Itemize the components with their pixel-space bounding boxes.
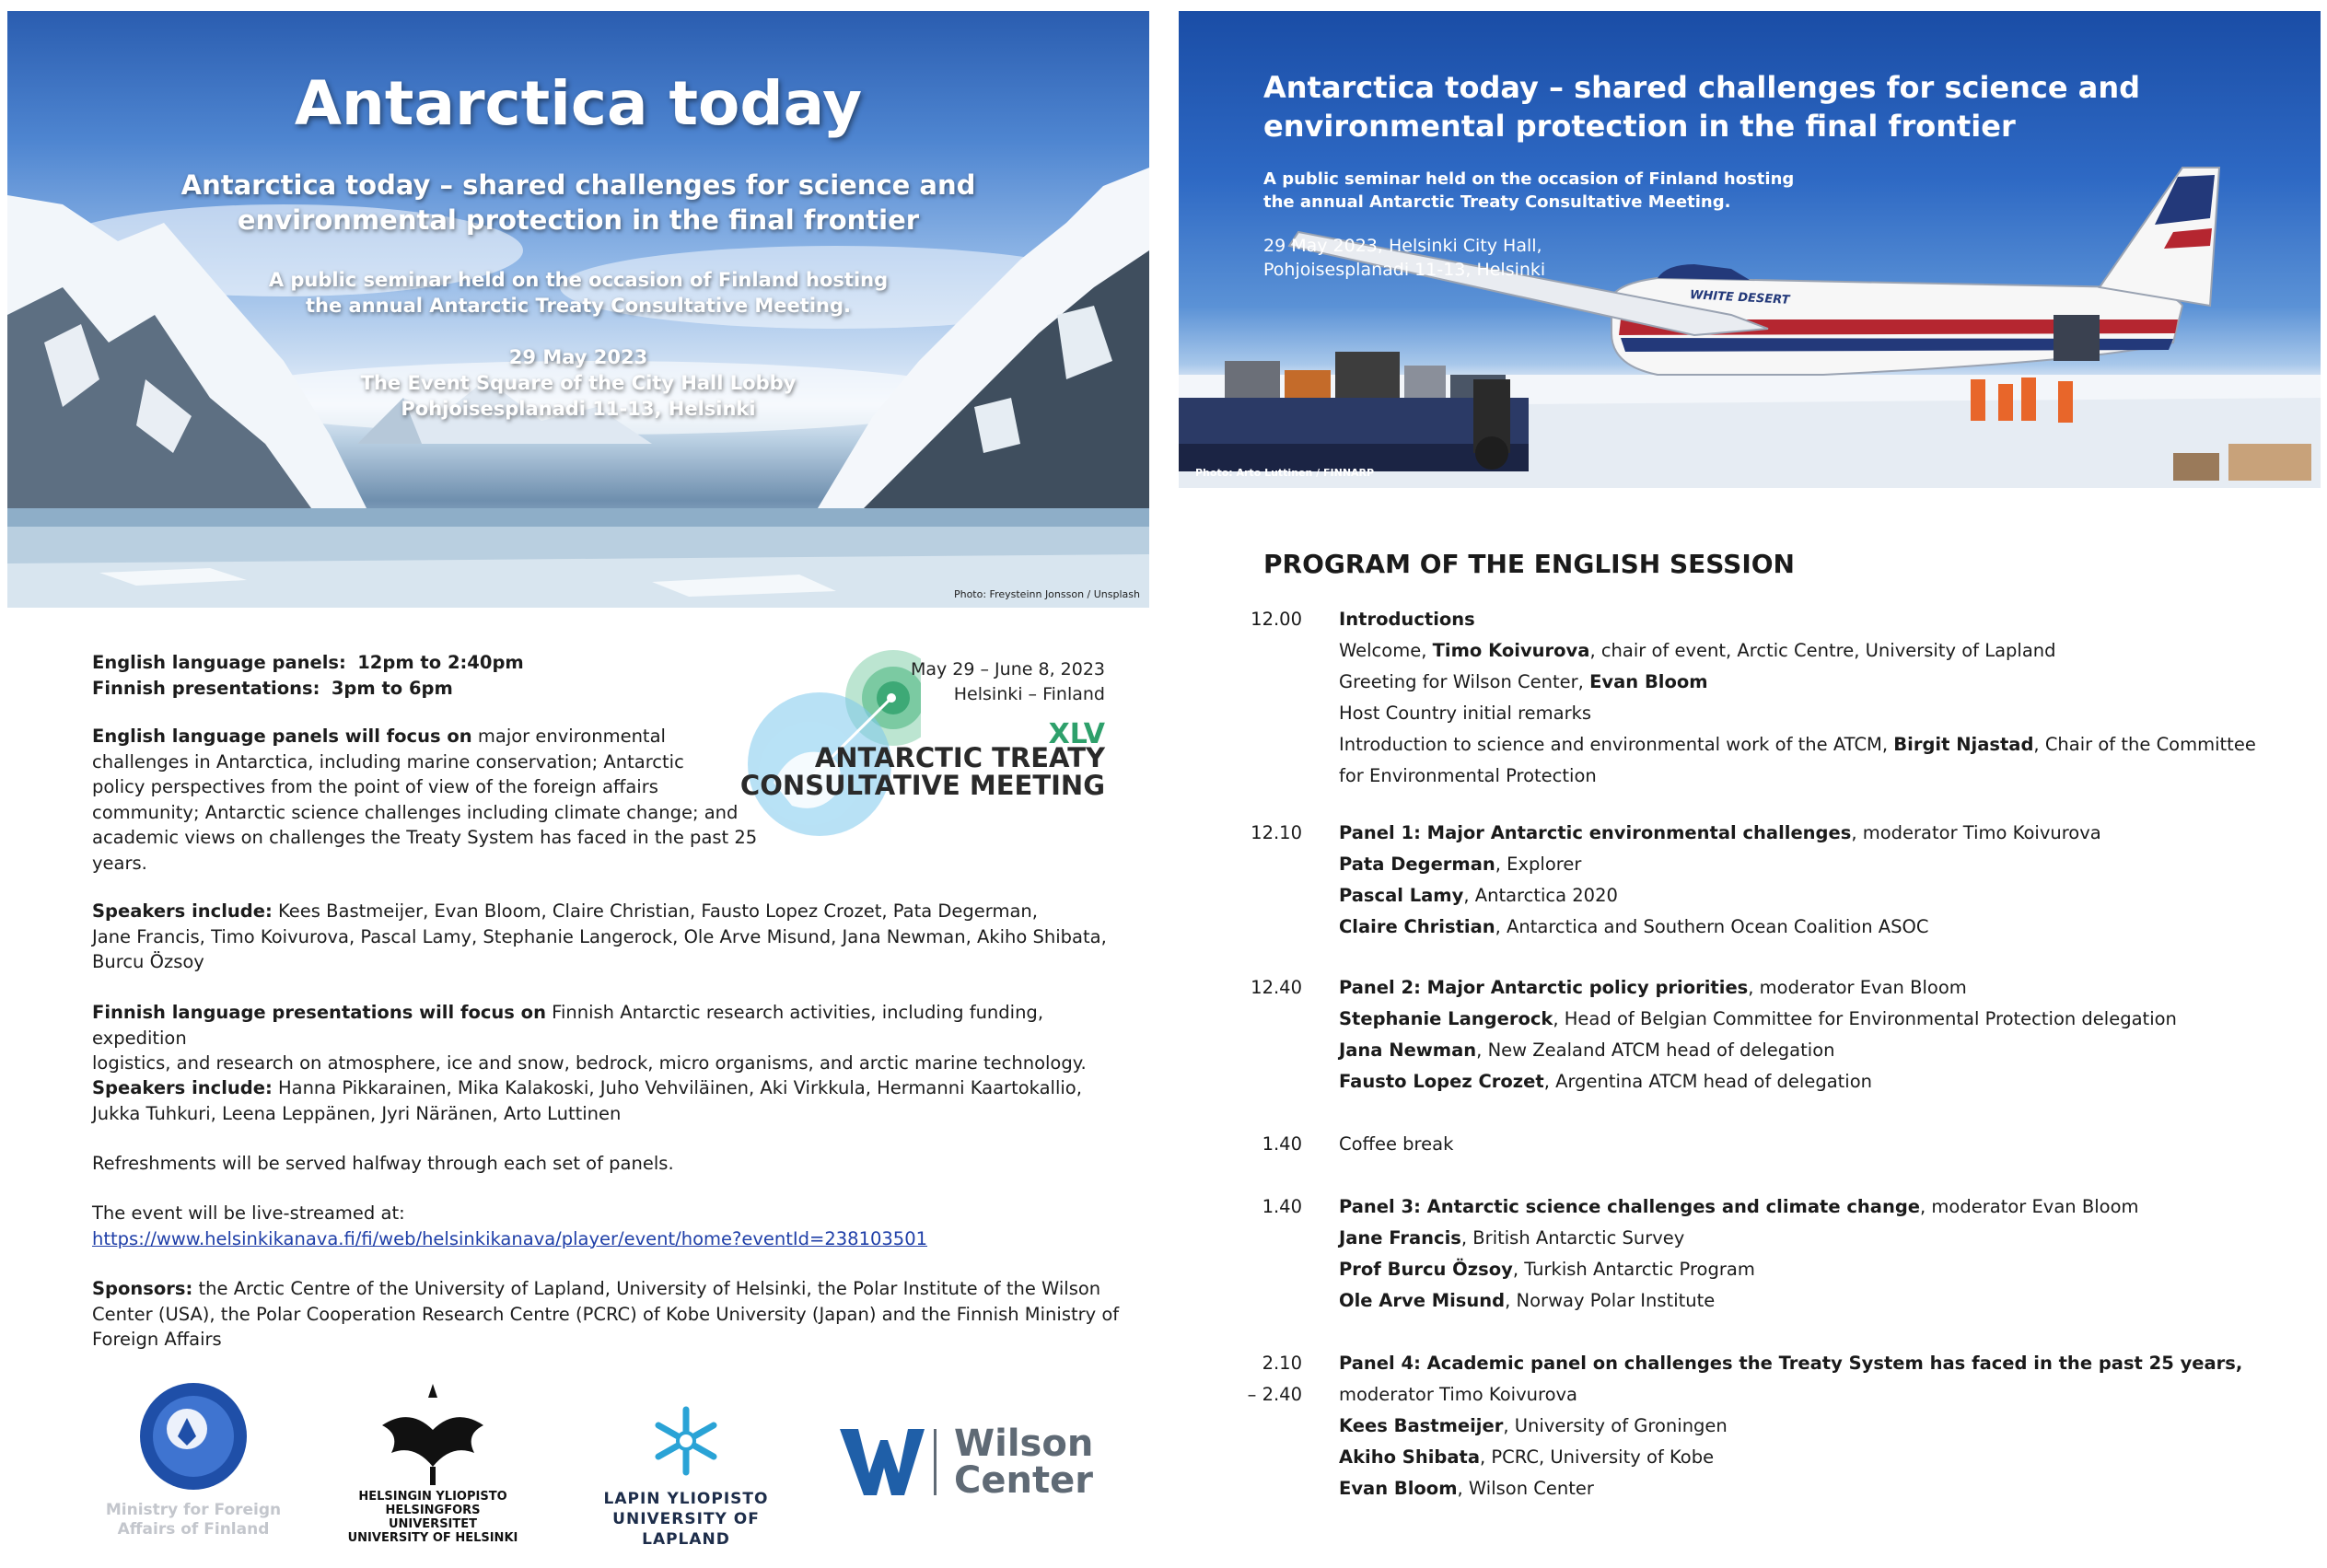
program-heading: PROGRAM OF THE ENGLISH SESSION — [1263, 549, 1795, 579]
program-time: 1.40 — [1262, 1196, 1302, 1217]
program-time: 2.10 – 2.40 — [1247, 1353, 1302, 1405]
refreshments-note: Refreshments will be served halfway through each set of panels. — [92, 1153, 674, 1174]
finnish-speakers-paragraph: Speakers include: Hanna Pikkarainen, Mika Kalakoski, Juho Vehviläinen, Aki Virkkula, Hermanni Kaartokallio, Jukka Tuhkuri, Leena Leppänen, Jyri Näränen, Arto Luttinen — [92, 1077, 1082, 1124]
livestream-link[interactable]: https://www.helsinkikanava.fi/fi/web/helsinkikanava/player/event/home?eventId=238103501 — [92, 1227, 928, 1249]
lapland-university-logo: LAPIN YLIOPISTO UNIVERSITY OF LAPLAND — [566, 1404, 806, 1550]
wilson-w-icon — [838, 1425, 926, 1499]
right-page: Antarctica today – shared challenges for science and environmental protection in the final frontier A public seminar held on the occasion of Finland hosting the annual Antarctic Treaty Consultative Meeting. 29 May 2023, Helsinki City Hall, Pohjoisesplanadi 11-13, Helsinki WHITE DESERT Photo: Arto Luttinen / FINNARP PROGRAM OF THE ENGLISH SESSION 12.00 Introductions Welcome, Timo Koivurova, chair of event, Arctic Centre, University of Lapland Greeting for Wilson Center, Evan Bloom Host Country initial remarks Introduction to science and environmental work of the ATCM, Birgit Njastad, Chair of the Committee for Environmental Protection 12.10 Panel 1: Major Antarctic environmental challenges, moderator Timo Koivurova Pata Degerman, Explorer Pascal Lamy, Antarctica 2020 Claire Christian, Antarctica and Southern Ocean Coalition ASOC 12.40 Panel 2: Major Antarctic policy priorities, moderator Evan Bloom Stephanie Langerock, Head of Belgian Committee for Environmental Protection delegation Jana Newman, New Zealand ATCM head of delegation Fausto Lopez Crozet, Argentina ATCM head of delegation 1.40 Coffee break 1.40 Panel 3: Antarctic science challenges and climate change, moderator Evan Bloom Jane Francis, British Antarctic Survey Prof Burcu Özsoy, Turkish Antarctic Program Ole Arve Misund, Norway Polar Institute 2.10 – 2.40 Panel 4: Academic panel on challenges the Treaty System has faced in the past 25 years, moderator Timo Koivurova Kees Bastmeijer, University of Groningen Akiho Shibata, PCRC, University of Kobe Evan Bloom, Wilson Center — [1164, 0, 2327, 1568]
livestream-info: The event will be live-streamed at: https://www.helsinkikanava.fi/fi/web/helsinkikanava/player/event/home?eventId=238103501 — [92, 1202, 928, 1249]
left-page — [0, 0, 1163, 1568]
english-focus-paragraph: English language panels will focus on major environmental challenges in Antarctica, including marine conservation; Antarctic policy perspectives from the point of view of the foreign affairs community; Antarctic science challenges including climate change; and academic views on challenges the Treaty System has faced in the past 25 years. — [92, 726, 758, 874]
hero-title: Antarctica today — [294, 68, 863, 139]
program-time: 12.10 — [1251, 822, 1302, 843]
helsinki-university-logo: HELSINGIN YLIOPISTO HELSINGFORS UNIVERSITET UNIVERSITY OF HELSINKI — [341, 1379, 525, 1545]
snowflake-icon — [649, 1404, 723, 1478]
sponsors-paragraph: Sponsors: the Arctic Centre of the University of Lapland, University of Helsinki, the Polar Institute of the Wilson Center (USA), the Polar Cooperation Research Centre (PCRC) of Kobe University (Japan) and the Finnish Ministry of Foreign Affairs — [92, 1278, 1120, 1350]
atcm-globe-icon — [737, 645, 921, 838]
hero-title-right: Antarctica today – shared challenges for science and environmental protection in the final frontier — [1263, 70, 2140, 144]
program-time: 12.40 — [1251, 977, 1302, 998]
wilson-divider — [934, 1429, 937, 1495]
session-times: English language panels: 12pm to 2:40pm Finnish presentations: 3pm to 6pm — [92, 652, 524, 699]
atcm-name: ANTARCTIC TREATY CONSULTATIVE MEETING — [739, 742, 1105, 801]
hero-photo-aircraft — [1179, 11, 2321, 488]
atcm-logo — [737, 645, 1105, 838]
hero-description-right: A public seminar held on the occasion of Finland hosting the annual Antarctic Treaty Consultative Meeting. — [1263, 169, 1795, 212]
hero-subtitle: Antarctica today – shared challenges for science and environmental protection in the final frontier — [180, 169, 976, 236]
photo-credit: Photo: Freysteinn Jonsson / Unsplash — [953, 588, 1140, 600]
mfa-logo: Ministry for Foreign Affairs of Finland — [92, 1381, 295, 1539]
hero-date-right: 29 May 2023, Helsinki City Hall, Pohjoisesplanadi 11-13, Helsinki — [1263, 236, 1546, 280]
hero-description: A public seminar held on the occasion of Finland hosting the annual Antarctic Treaty Consultative Meeting. — [268, 269, 889, 317]
photo-credit-right: Photo: Arto Luttinen / FINNARP — [1195, 467, 1375, 479]
hero-photo-mountains — [7, 11, 1149, 608]
aircraft-livery-text: WHITE DESERT — [1689, 288, 1790, 308]
atcm-number: XLV — [1048, 718, 1105, 750]
mfa-emblem-icon — [134, 1381, 253, 1492]
helsinki-flame-icon — [364, 1379, 502, 1490]
hero-date-venue: 29 May 2023 The Event Square of the City Hall Lobby Pohjoisesplanadi 11-13, Helsinki — [360, 346, 797, 420]
finnish-focus-paragraph: Finnish language presentations will focus on Finnish Antarctic research activities, including funding, expedition logistics, and research on atmosphere, ice and snow, bedrock, micro organisms, and arctic marine technology. — [92, 1002, 1087, 1074]
atcm-dates: May 29 – June 8, 2023 Helsinki – Finland — [910, 659, 1105, 704]
wilson-center-logo: Wilson Center — [838, 1425, 1096, 1508]
program-time: 12.00 — [1251, 609, 1302, 630]
program-time: 1.40 — [1262, 1133, 1302, 1155]
english-speakers-paragraph: Speakers include: Kees Bastmeijer, Evan Bloom, Claire Christian, Fausto Lopez Crozet, Pata Degerman, Jane Francis, Timo Koivurova, Pascal Lamy, Stephanie Langerock, Ole Arve Misund, Jana Newman, Akiho Shibata, Burcu Özsoy — [92, 900, 1107, 972]
